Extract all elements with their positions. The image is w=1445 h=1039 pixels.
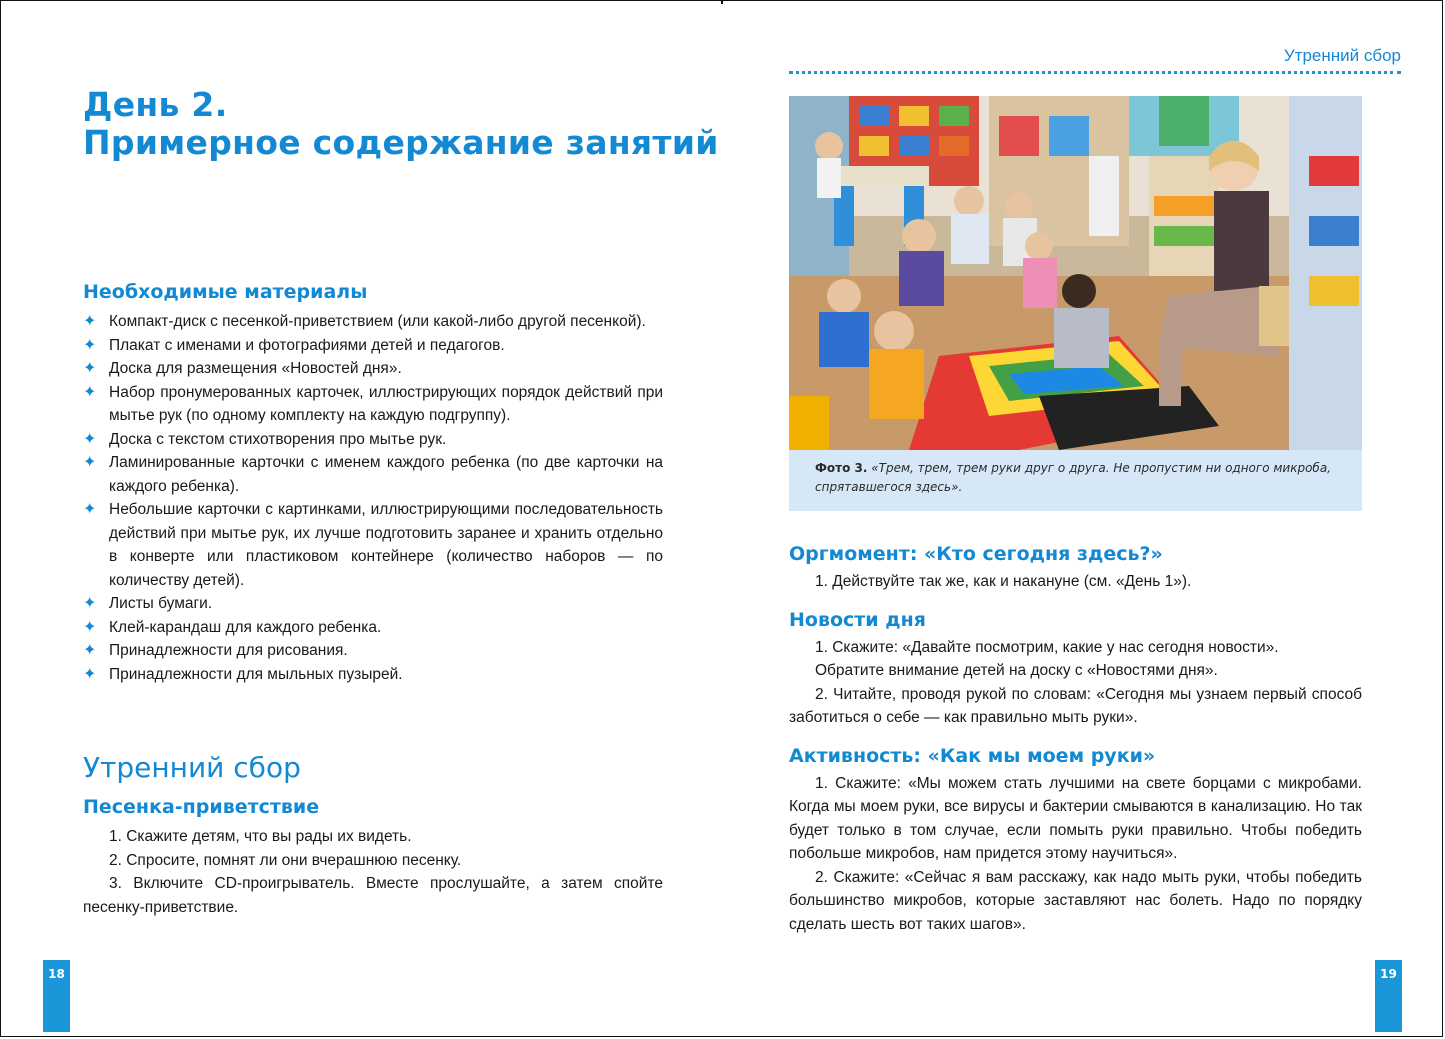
materials-item	[83, 381, 663, 428]
materials-item-text: Принадлежности для мыльных пузырей.	[109, 665, 403, 683]
greeting-heading: Песенка-приветствие	[83, 796, 320, 818]
materials-item-text: Набор пронумерованных карточек, иллюстрирующих порядок действий при мытье рук (по одному комплекту на каждую подгруппу).	[109, 383, 663, 424]
photo-caption-text: «Трем, трем, трем руки друг о друга. Не пропустим ни одного микроба, спрятавшегося здесь».	[815, 461, 1331, 494]
four-point-star-icon: ✦	[83, 642, 97, 659]
four-point-star-icon: ✦	[83, 454, 97, 471]
right-content	[789, 542, 1362, 950]
news-step: 1. Скажите: «Давайте посмотрим, какие у нас сегодня новости».	[815, 638, 1279, 656]
four-point-star-icon: ✦	[83, 618, 97, 636]
running-head: Утренний сбор	[1283, 46, 1401, 65]
materials-item-text: Плакат с именами и фотографиями детей и педагогов.	[109, 336, 505, 354]
materials-list	[83, 310, 663, 686]
materials-item-text: Ламинированные карточки с именем каждого ребенка (по две карточки на каждого ребенка).	[109, 454, 663, 495]
four-point-star-icon: ✦	[83, 501, 97, 518]
page-title-line1: День 2.	[83, 85, 228, 124]
materials-item	[83, 663, 663, 687]
materials-item-text: Компакт-диск с песенкой-приветствием (или какой-либо другой песенкой).	[109, 313, 646, 330]
four-point-star-icon: ✦	[83, 336, 97, 354]
greeting-steps	[83, 825, 663, 919]
news-block	[789, 608, 1362, 730]
page-number-left: 18	[43, 960, 70, 1032]
page-title	[83, 86, 719, 162]
morning-section	[83, 751, 663, 919]
right-page	[722, 0, 1445, 1039]
orgmoment-block	[789, 542, 1362, 594]
activity-block	[789, 744, 1362, 937]
materials-heading: Необходимые материалы	[83, 281, 368, 303]
four-point-star-icon: ✦	[83, 665, 97, 683]
greeting-step: 1. Скажите детям, что вы рады их видеть.	[109, 828, 412, 845]
left-page	[0, 0, 722, 1039]
page-number-right: 19	[1375, 960, 1402, 1032]
materials-item-text: Клей-карандаш для каждого ребенка.	[109, 618, 382, 636]
photo-caption	[789, 450, 1362, 511]
page-title-line2: Примерное содержание занятий	[83, 123, 719, 162]
four-point-star-icon: ✦	[83, 430, 97, 448]
materials-item	[83, 592, 663, 616]
materials-item	[83, 334, 663, 358]
materials-item	[83, 428, 663, 452]
activity-heading: Активность: «Как мы моем руки»	[789, 744, 1156, 767]
orgmoment-heading: Оргмомент: «Кто сегодня здесь?»	[789, 543, 1163, 565]
dotted-rule	[789, 71, 1401, 74]
orgmoment-step: 1. Действуйте так же, как и накануне (см. «День 1»).	[815, 573, 1192, 590]
news-step-cont: Обратите внимание детей на доску с «Новостями дня».	[815, 662, 1218, 679]
materials-item	[83, 616, 663, 640]
four-point-star-icon: ✦	[83, 360, 97, 377]
activity-step: 2. Скажите: «Сейчас я вам расскажу, как надо мыть руки, чтобы победить большинство микробов, которые заставляют нас болеть. Надо по порядку сделать шесть вот таких шагов».	[789, 868, 1362, 933]
four-point-star-icon: ✦	[83, 313, 97, 330]
materials-item-text: Принадлежности для рисования.	[109, 642, 348, 659]
photo-caption-label: Фото 3.	[815, 461, 868, 475]
materials-item	[83, 310, 663, 334]
classroom-photo	[789, 96, 1362, 450]
greeting-step: 2. Спросите, помнят ли они вчерашнюю песенку.	[109, 851, 462, 869]
news-heading: Новости дня	[789, 608, 926, 631]
materials-item	[83, 451, 663, 498]
materials-item-text: Доска для размещения «Новостей дня».	[109, 360, 402, 377]
materials-item	[83, 639, 663, 663]
materials-section	[83, 280, 663, 686]
materials-item-text: Небольшие карточки с картинками, иллюстрирующими последовательность действий при мытье рук, их лучше подготовить заранее и хранить отдельно в конверте или пластиковом контейнере (количество наборов — по количеству детей).	[109, 501, 663, 589]
materials-item-text: Листы бумаги.	[109, 595, 213, 612]
activity-step: 1. Скажите: «Мы можем стать лучшими на свете борцами с микробами. Когда мы моем руки, все вирусы и бактерии смываются в канализацию. Но так будет только в том случае, если помыть руки правильно. Чтобы победить побольше микробов, нам придется этому научиться».	[789, 774, 1362, 862]
materials-item	[83, 498, 663, 592]
four-point-star-icon: ✦	[83, 383, 97, 401]
four-point-star-icon: ✦	[83, 595, 97, 612]
greeting-step: 3. Включите CD-проигрыватель. Вместе прослушайте, а затем спойте песенку-приветствие.	[83, 875, 663, 916]
materials-item	[83, 357, 663, 381]
section-title: Утренний сбор	[83, 751, 301, 784]
news-step: 2. Читайте, проводя рукой по словам: «Сегодня мы узнаем первый способ заботиться о себе — как правильно мыть руки».	[789, 685, 1362, 726]
materials-item-text: Доска с текстом стихотворения про мытье рук.	[109, 430, 447, 448]
